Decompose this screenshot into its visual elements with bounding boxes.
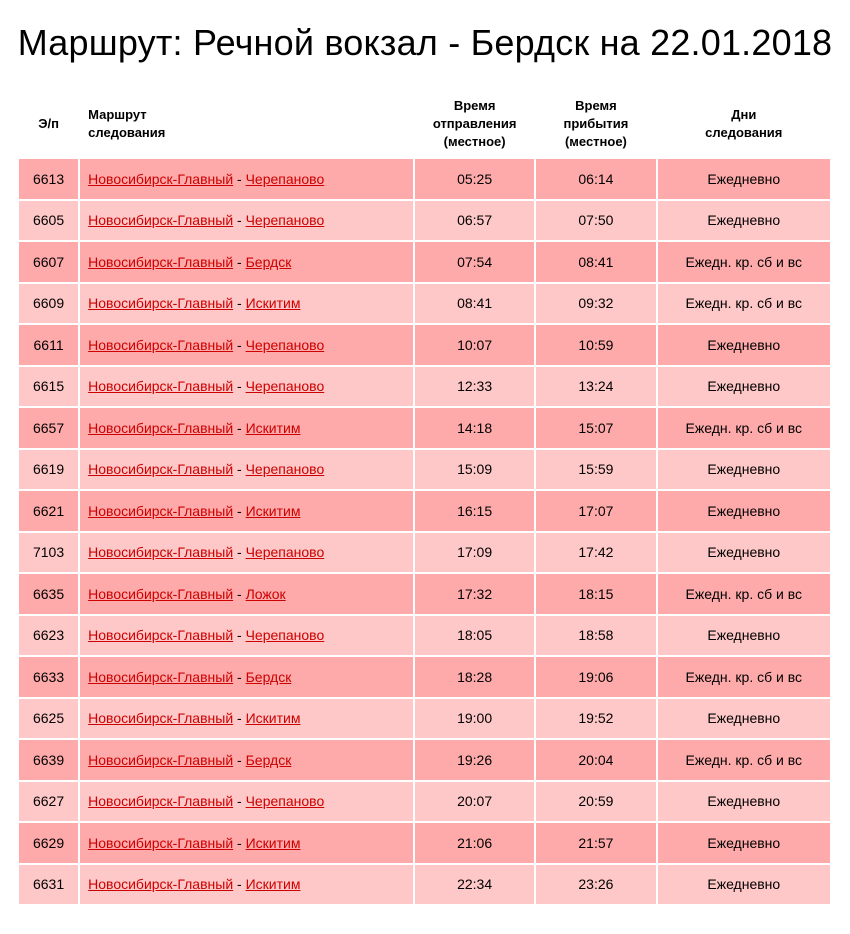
days-of-operation: Ежедн. кр. сб и вс xyxy=(658,408,830,448)
days-of-operation: Ежедневно xyxy=(658,367,830,407)
route-separator: - xyxy=(233,544,246,561)
route-origin-link[interactable]: Новосибирск-Главный xyxy=(88,668,234,685)
table-row xyxy=(19,699,830,739)
route-destination-link[interactable]: Ложок xyxy=(245,585,286,602)
route-cell xyxy=(80,616,413,656)
days-of-operation: Ежедн. кр. сб и вс xyxy=(658,657,830,697)
route-separator: - xyxy=(233,378,246,395)
route-separator: - xyxy=(233,502,246,519)
route-separator: - xyxy=(233,295,246,312)
departure-time: 22:34 xyxy=(415,865,534,905)
route-origin-link[interactable]: Новосибирск-Главный xyxy=(88,710,234,727)
table-row xyxy=(19,574,830,614)
departure-time: 05:25 xyxy=(415,159,534,199)
route-origin-link[interactable]: Новосибирск-Главный xyxy=(88,461,234,478)
arrival-time: 06:14 xyxy=(536,159,655,199)
train-number: 6611 xyxy=(19,325,78,365)
departure-time: 06:57 xyxy=(415,201,534,241)
route-cell xyxy=(80,657,413,697)
route-origin-link[interactable]: Новосибирск-Главный xyxy=(88,336,234,353)
train-number: 6631 xyxy=(19,865,78,905)
departure-time: 07:54 xyxy=(415,242,534,282)
table-row xyxy=(19,367,830,407)
route-destination-link[interactable]: Бердск xyxy=(245,751,292,768)
route-separator: - xyxy=(233,419,246,436)
table-row xyxy=(19,325,830,365)
route-destination-link[interactable]: Черепаново xyxy=(245,212,325,229)
departure-time: 19:00 xyxy=(415,699,534,739)
days-of-operation: Ежедневно xyxy=(658,491,830,531)
days-of-operation: Ежедневно xyxy=(658,450,830,490)
page-title: Маршрут: Речной вокзал - Бердск на 22.01.2018 xyxy=(17,22,833,63)
header-route-line1: Маршрут xyxy=(88,107,147,122)
table-row xyxy=(19,740,830,780)
route-destination-link[interactable]: Черепаново xyxy=(245,378,325,395)
header-arrival-line2: прибытия xyxy=(563,116,629,131)
arrival-time: 07:50 xyxy=(536,201,655,241)
table-row xyxy=(19,865,830,905)
route-destination-link[interactable]: Черепаново xyxy=(245,544,325,561)
table-row xyxy=(19,782,830,822)
departure-time: 20:07 xyxy=(415,782,534,822)
table-row xyxy=(19,491,830,531)
arrival-time: 17:07 xyxy=(536,491,655,531)
route-separator: - xyxy=(233,751,246,768)
route-separator: - xyxy=(233,212,246,229)
route-destination-link[interactable]: Искитим xyxy=(245,502,301,519)
route-destination-link[interactable]: Искитим xyxy=(245,710,301,727)
days-of-operation: Ежедн. кр. сб и вс xyxy=(658,740,830,780)
train-number: 6635 xyxy=(19,574,78,614)
route-cell xyxy=(80,699,413,739)
route-separator: - xyxy=(233,793,246,810)
arrival-time: 18:15 xyxy=(536,574,655,614)
route-origin-link[interactable]: Новосибирск-Главный xyxy=(88,834,234,851)
route-origin-link[interactable]: Новосибирск-Главный xyxy=(88,502,234,519)
arrival-time: 15:07 xyxy=(536,408,655,448)
train-number: 6615 xyxy=(19,367,78,407)
days-of-operation: Ежедневно xyxy=(658,533,830,573)
route-separator: - xyxy=(233,627,246,644)
table-row xyxy=(19,533,830,573)
departure-time: 18:05 xyxy=(415,616,534,656)
table-row xyxy=(19,284,830,324)
route-origin-link[interactable]: Новосибирск-Главный xyxy=(88,253,234,270)
route-cell xyxy=(80,574,413,614)
header-departure-line3: (местное) xyxy=(443,134,506,149)
train-number: 6621 xyxy=(19,491,78,531)
table-row xyxy=(19,616,830,656)
train-number: 6605 xyxy=(19,201,78,241)
train-number: 6619 xyxy=(19,450,78,490)
days-of-operation: Ежедневно xyxy=(658,865,830,905)
train-number: 6609 xyxy=(19,284,78,324)
table-row xyxy=(19,408,830,448)
arrival-time: 10:59 xyxy=(536,325,655,365)
route-destination-link[interactable]: Бердск xyxy=(245,668,292,685)
route-separator: - xyxy=(233,710,246,727)
route-destination-link[interactable]: Искитим xyxy=(245,876,301,893)
days-of-operation: Ежедневно xyxy=(658,782,830,822)
route-separator: - xyxy=(233,461,246,478)
days-of-operation: Ежедневно xyxy=(658,699,830,739)
route-cell xyxy=(80,865,413,905)
route-destination-link[interactable]: Искитим xyxy=(245,419,301,436)
route-origin-link[interactable]: Новосибирск-Главный xyxy=(88,212,234,229)
arrival-time: 20:04 xyxy=(536,740,655,780)
table-row xyxy=(19,657,830,697)
route-destination-link[interactable]: Черепаново xyxy=(245,461,325,478)
route-cell xyxy=(80,367,413,407)
route-cell xyxy=(80,740,413,780)
header-route xyxy=(80,91,413,157)
route-destination-link[interactable]: Искитим xyxy=(245,295,301,312)
header-departure-line2: отправления xyxy=(432,116,517,131)
route-origin-link[interactable]: Новосибирск-Главный xyxy=(88,170,234,187)
train-number: 7103 xyxy=(19,533,78,573)
route-destination-link[interactable]: Искитим xyxy=(245,834,301,851)
route-origin-link[interactable]: Новосибирск-Главный xyxy=(88,419,234,436)
departure-time: 12:33 xyxy=(415,367,534,407)
schedule-body xyxy=(19,159,830,904)
arrival-time: 23:26 xyxy=(536,865,655,905)
departure-time: 17:09 xyxy=(415,533,534,573)
table-row xyxy=(19,823,830,863)
departure-time: 19:26 xyxy=(415,740,534,780)
route-destination-link[interactable]: Черепаново xyxy=(245,793,325,810)
train-number: 6633 xyxy=(19,657,78,697)
route-destination-link[interactable]: Черепаново xyxy=(245,627,325,644)
route-cell xyxy=(80,284,413,324)
departure-time: 10:07 xyxy=(415,325,534,365)
route-origin-link[interactable]: Новосибирск-Главный xyxy=(88,544,234,561)
train-number: 6613 xyxy=(19,159,78,199)
header-route-line2: следования xyxy=(88,125,166,140)
train-number: 6623 xyxy=(19,616,78,656)
days-of-operation: Ежедн. кр. сб и вс xyxy=(658,574,830,614)
header-arrival-line1: Время xyxy=(575,98,617,113)
route-origin-link[interactable]: Новосибирск-Главный xyxy=(88,876,234,893)
route-cell xyxy=(80,408,413,448)
route-cell xyxy=(80,159,413,199)
route-destination-link[interactable]: Бердск xyxy=(245,253,292,270)
arrival-time: 19:06 xyxy=(536,657,655,697)
route-cell xyxy=(80,823,413,863)
departure-time: 08:41 xyxy=(415,284,534,324)
route-separator: - xyxy=(233,253,246,270)
arrival-time: 21:57 xyxy=(536,823,655,863)
route-origin-link[interactable]: Новосибирск-Главный xyxy=(88,793,234,810)
route-cell xyxy=(80,325,413,365)
departure-time: 14:18 xyxy=(415,408,534,448)
arrival-time: 13:24 xyxy=(536,367,655,407)
train-number: 6607 xyxy=(19,242,78,282)
train-number: 6629 xyxy=(19,823,78,863)
table-row xyxy=(19,159,830,199)
arrival-time: 17:42 xyxy=(536,533,655,573)
route-separator: - xyxy=(233,170,246,187)
route-cell xyxy=(80,450,413,490)
arrival-time: 15:59 xyxy=(536,450,655,490)
train-number: 6627 xyxy=(19,782,78,822)
arrival-time: 09:32 xyxy=(536,284,655,324)
route-origin-link[interactable]: Новосибирск-Главный xyxy=(88,627,234,644)
route-cell xyxy=(80,242,413,282)
train-number: 6639 xyxy=(19,740,78,780)
route-destination-link[interactable]: Черепаново xyxy=(245,336,325,353)
route-separator: - xyxy=(233,668,246,685)
departure-time: 18:28 xyxy=(415,657,534,697)
days-of-operation: Ежедн. кр. сб и вс xyxy=(658,284,830,324)
route-separator: - xyxy=(233,585,246,602)
route-cell xyxy=(80,491,413,531)
route-separator: - xyxy=(233,876,246,893)
route-separator: - xyxy=(233,336,246,353)
arrival-time: 20:59 xyxy=(536,782,655,822)
train-number: 6657 xyxy=(19,408,78,448)
departure-time: 15:09 xyxy=(415,450,534,490)
table-row xyxy=(19,201,830,241)
days-of-operation: Ежедневно xyxy=(658,201,830,241)
route-origin-link[interactable]: Новосибирск-Главный xyxy=(88,378,234,395)
route-origin-link[interactable]: Новосибирск-Главный xyxy=(88,585,234,602)
header-departure-line1: Время xyxy=(453,98,496,113)
arrival-time: 19:52 xyxy=(536,699,655,739)
days-of-operation: Ежедневно xyxy=(658,325,830,365)
table-header-row xyxy=(19,91,830,157)
days-of-operation: Ежедневно xyxy=(658,159,830,199)
route-separator: - xyxy=(233,834,246,851)
table-row xyxy=(19,242,830,282)
header-departure xyxy=(415,91,534,157)
days-of-operation: Ежедн. кр. сб и вс xyxy=(658,242,830,282)
header-arrival-line3: (местное) xyxy=(564,134,627,149)
departure-time: 17:32 xyxy=(415,574,534,614)
header-train-no: Э/п xyxy=(38,116,59,131)
route-origin-link[interactable]: Новосибирск-Главный xyxy=(88,295,234,312)
train-number: 6625 xyxy=(19,699,78,739)
route-cell xyxy=(80,201,413,241)
header-days xyxy=(658,91,830,157)
departure-time: 16:15 xyxy=(415,491,534,531)
header-days-line2: следования xyxy=(705,125,783,140)
table-row xyxy=(19,450,830,490)
header-arrival xyxy=(536,91,655,157)
days-of-operation: Ежедневно xyxy=(658,823,830,863)
route-cell xyxy=(80,533,413,573)
arrival-time: 18:58 xyxy=(536,616,655,656)
header-days-line1: Дни xyxy=(731,107,757,122)
days-of-operation: Ежедневно xyxy=(658,616,830,656)
schedule-table xyxy=(17,89,832,906)
departure-time: 21:06 xyxy=(415,823,534,863)
route-destination-link[interactable]: Черепаново xyxy=(245,170,325,187)
arrival-time: 08:41 xyxy=(536,242,655,282)
route-cell xyxy=(80,782,413,822)
route-origin-link[interactable]: Новосибирск-Главный xyxy=(88,751,234,768)
